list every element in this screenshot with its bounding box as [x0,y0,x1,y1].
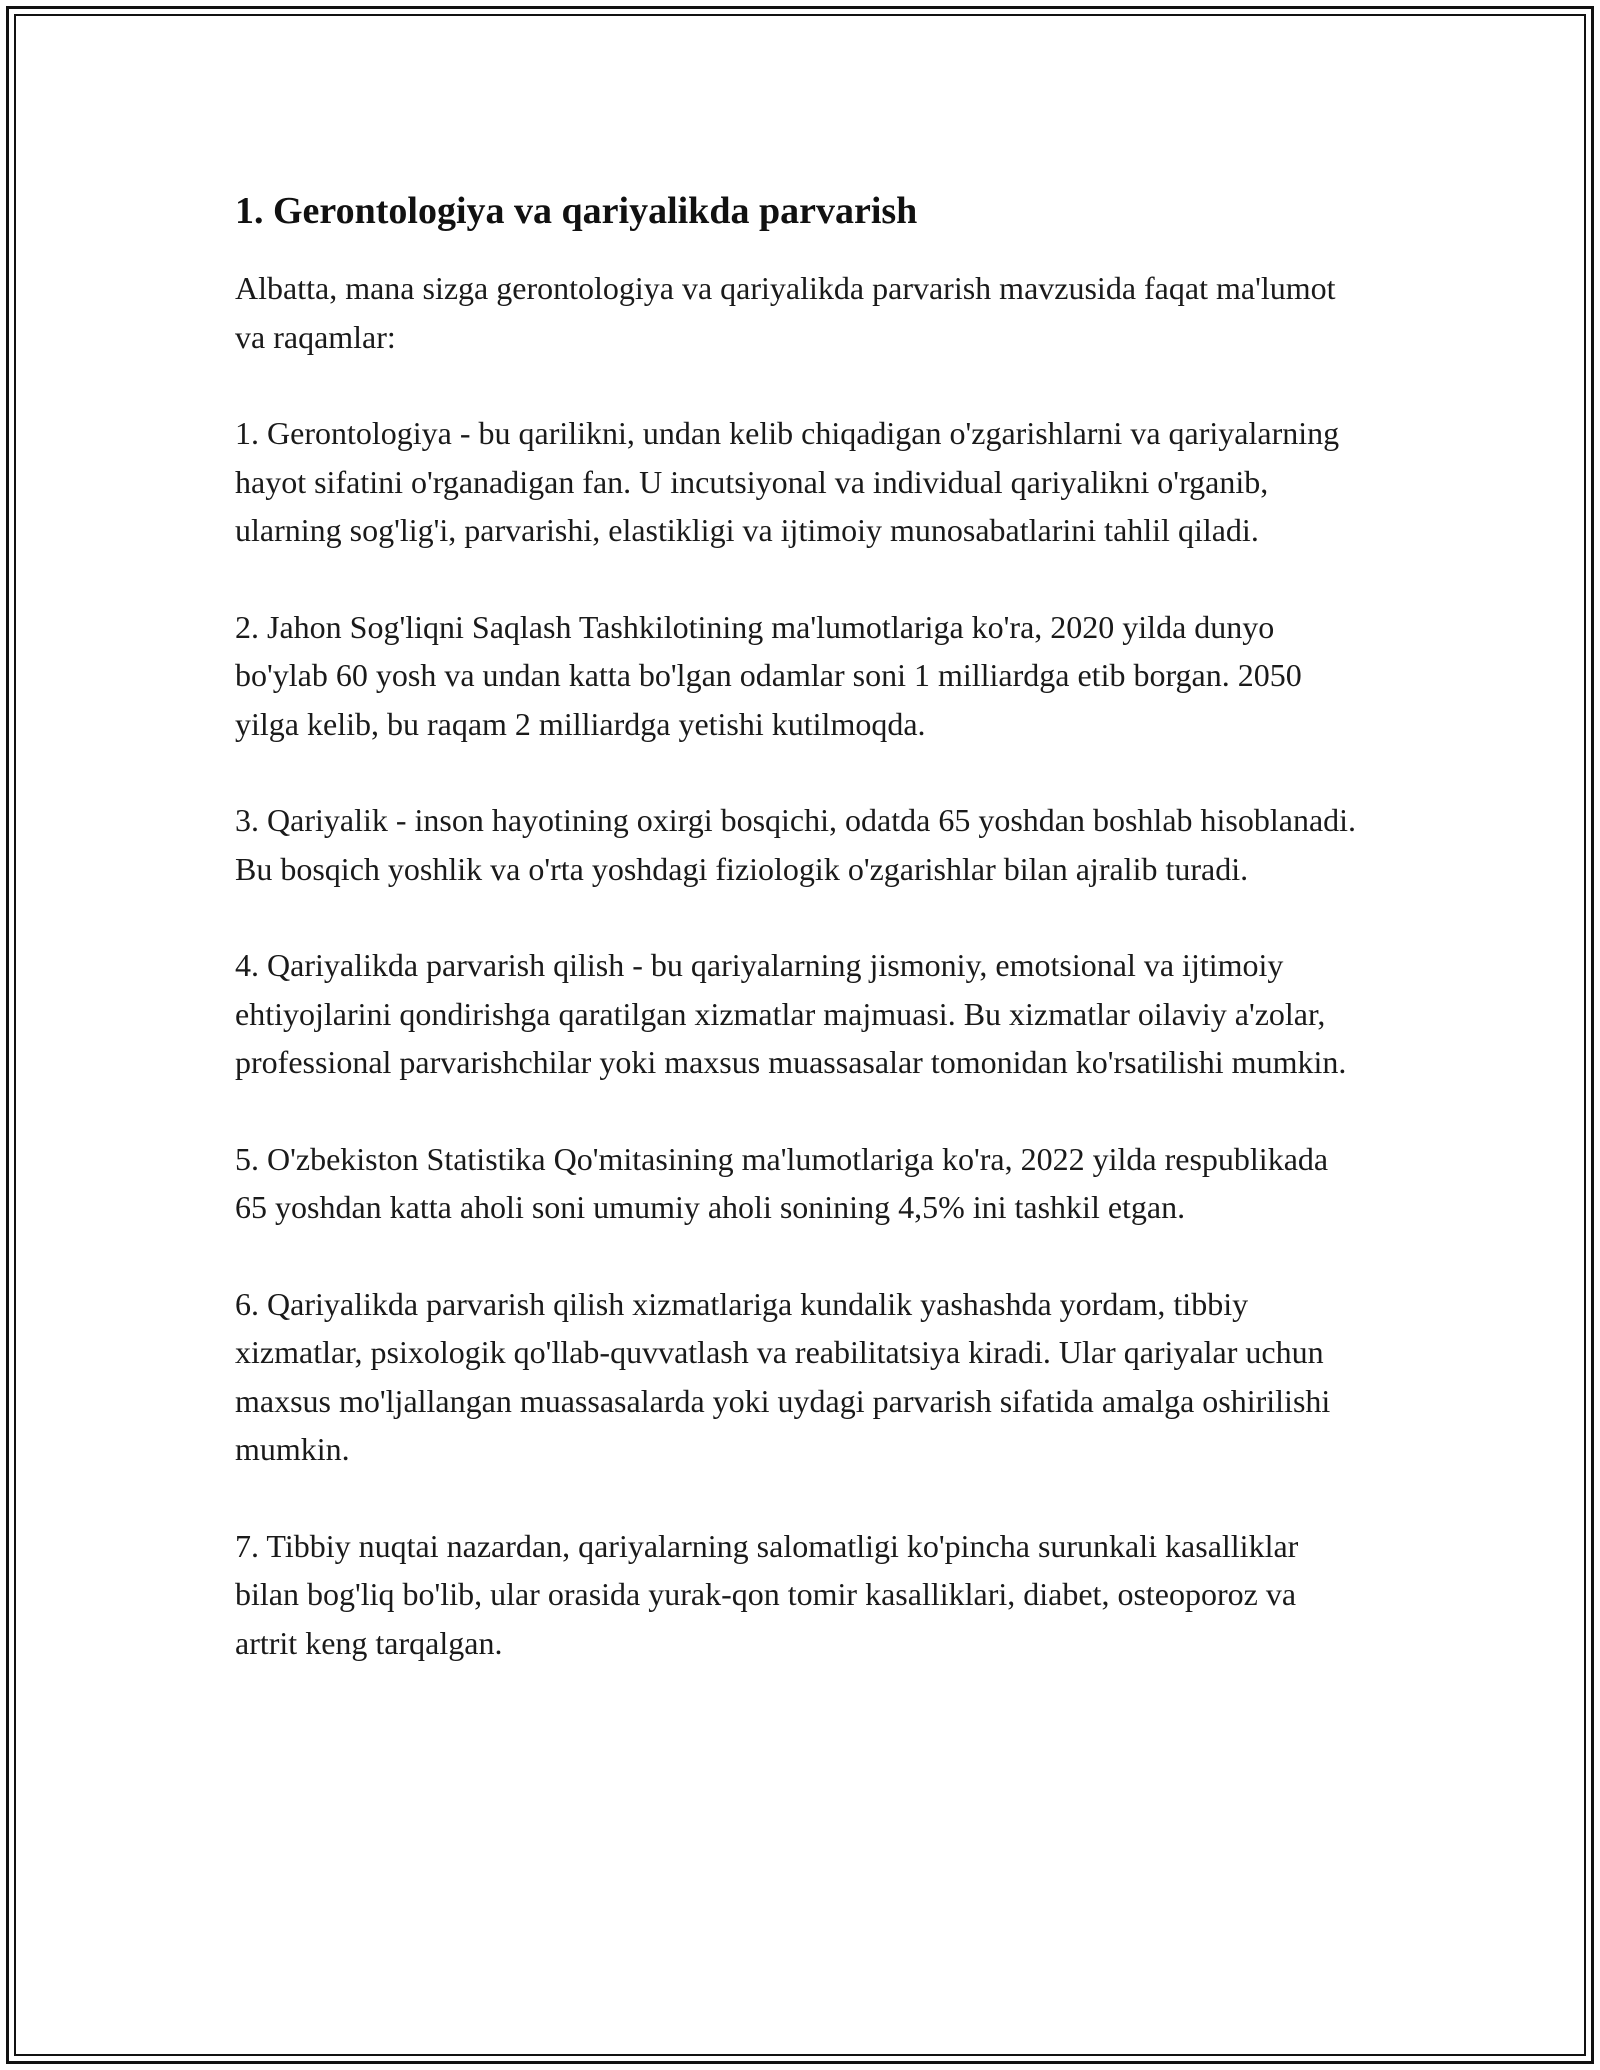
point-7: 7. Tibbiy nuqtai nazardan, qariyalarning salomatligi ko'pincha surunkali kasalliklar bilan bog'liq bo'lib, ular orasida yurak-qon tomir kasalliklari, diabet, osteoporoz va artrit keng tarqalgan. [235,1527,1299,1661]
point-2: 2. Jahon Sog'liqni Saqlash Tashkilotining ma'lumotlariga ko'ra, 2020 yilda dunyo bo'ylab 60 yosh va undan katta bo'lgan odamlar soni 1 milliardga etib borgan. 2050 yilga kelib, bu raqam 2 milliardga yetishi kutilmoqda. [235,608,1302,742]
point-1: 1. Gerontologiya - bu qarilikni, undan kelib chiqadigan o'zgarishlarni va qariyalarning hayot sifatini o'rganadigan fan. U incutsiyonal va individual qariyalikni o'rganib, ularning sog'lig'i, parvarishi, elastikligi va ijtimoiy munosabatlarini tahlil qiladi. [235,415,1340,548]
point-3: 3. Qariyalik - inson hayotining oxirgi bosqichi, odatda 65 yoshdan boshlab hisoblanadi. Bu bosqich yoshlik va o'rta yoshdagi fiziologik o'zgarishlar bilan ajralib turadi. [235,802,1357,887]
document-body [235,186,1365,1715]
point-6: 6. Qariyalikda parvarish qilish xizmatlariga kundalik yashashda yordam, tibbiy xizmatlar, psixologik qo'llab-quvvatlash va reabilitatsiya kiradi. Ular qariyalar uchun maxsus mo'ljallangan muassasalarda yoki uydagi parvarish sifatida amalga oshirilishi mumkin. [235,1285,1331,1467]
document-title: 1. Gerontologiya va qariyalikda parvarish [235,190,918,232]
point-4: 4. Qariyalikda parvarish qilish - bu qariyalarning jismoniy, emotsional va ijtimoiy ehtiyojlarini qondirishga qaratilgan xizmatlar majmuasi. Bu xizmatlar oilaviy a'zolar, professional parvarishchilar yoki maxsus muassasalar tomonidan ko'rsatilishi mumkin. [235,947,1347,1080]
intro-paragraph: Albatta, mana sizga gerontologiya va qariyalikda parvarish mavzusida faqat ma'lumot va raqamlar: [235,270,1336,355]
point-5: 5. O'zbekiston Statistika Qo'mitasining ma'lumotlariga ko'ra, 2022 yilda respublikada 65 yoshdan katta aholi soni umumiy aholi sonining 4,5% ini tashkil etgan. [235,1140,1329,1225]
